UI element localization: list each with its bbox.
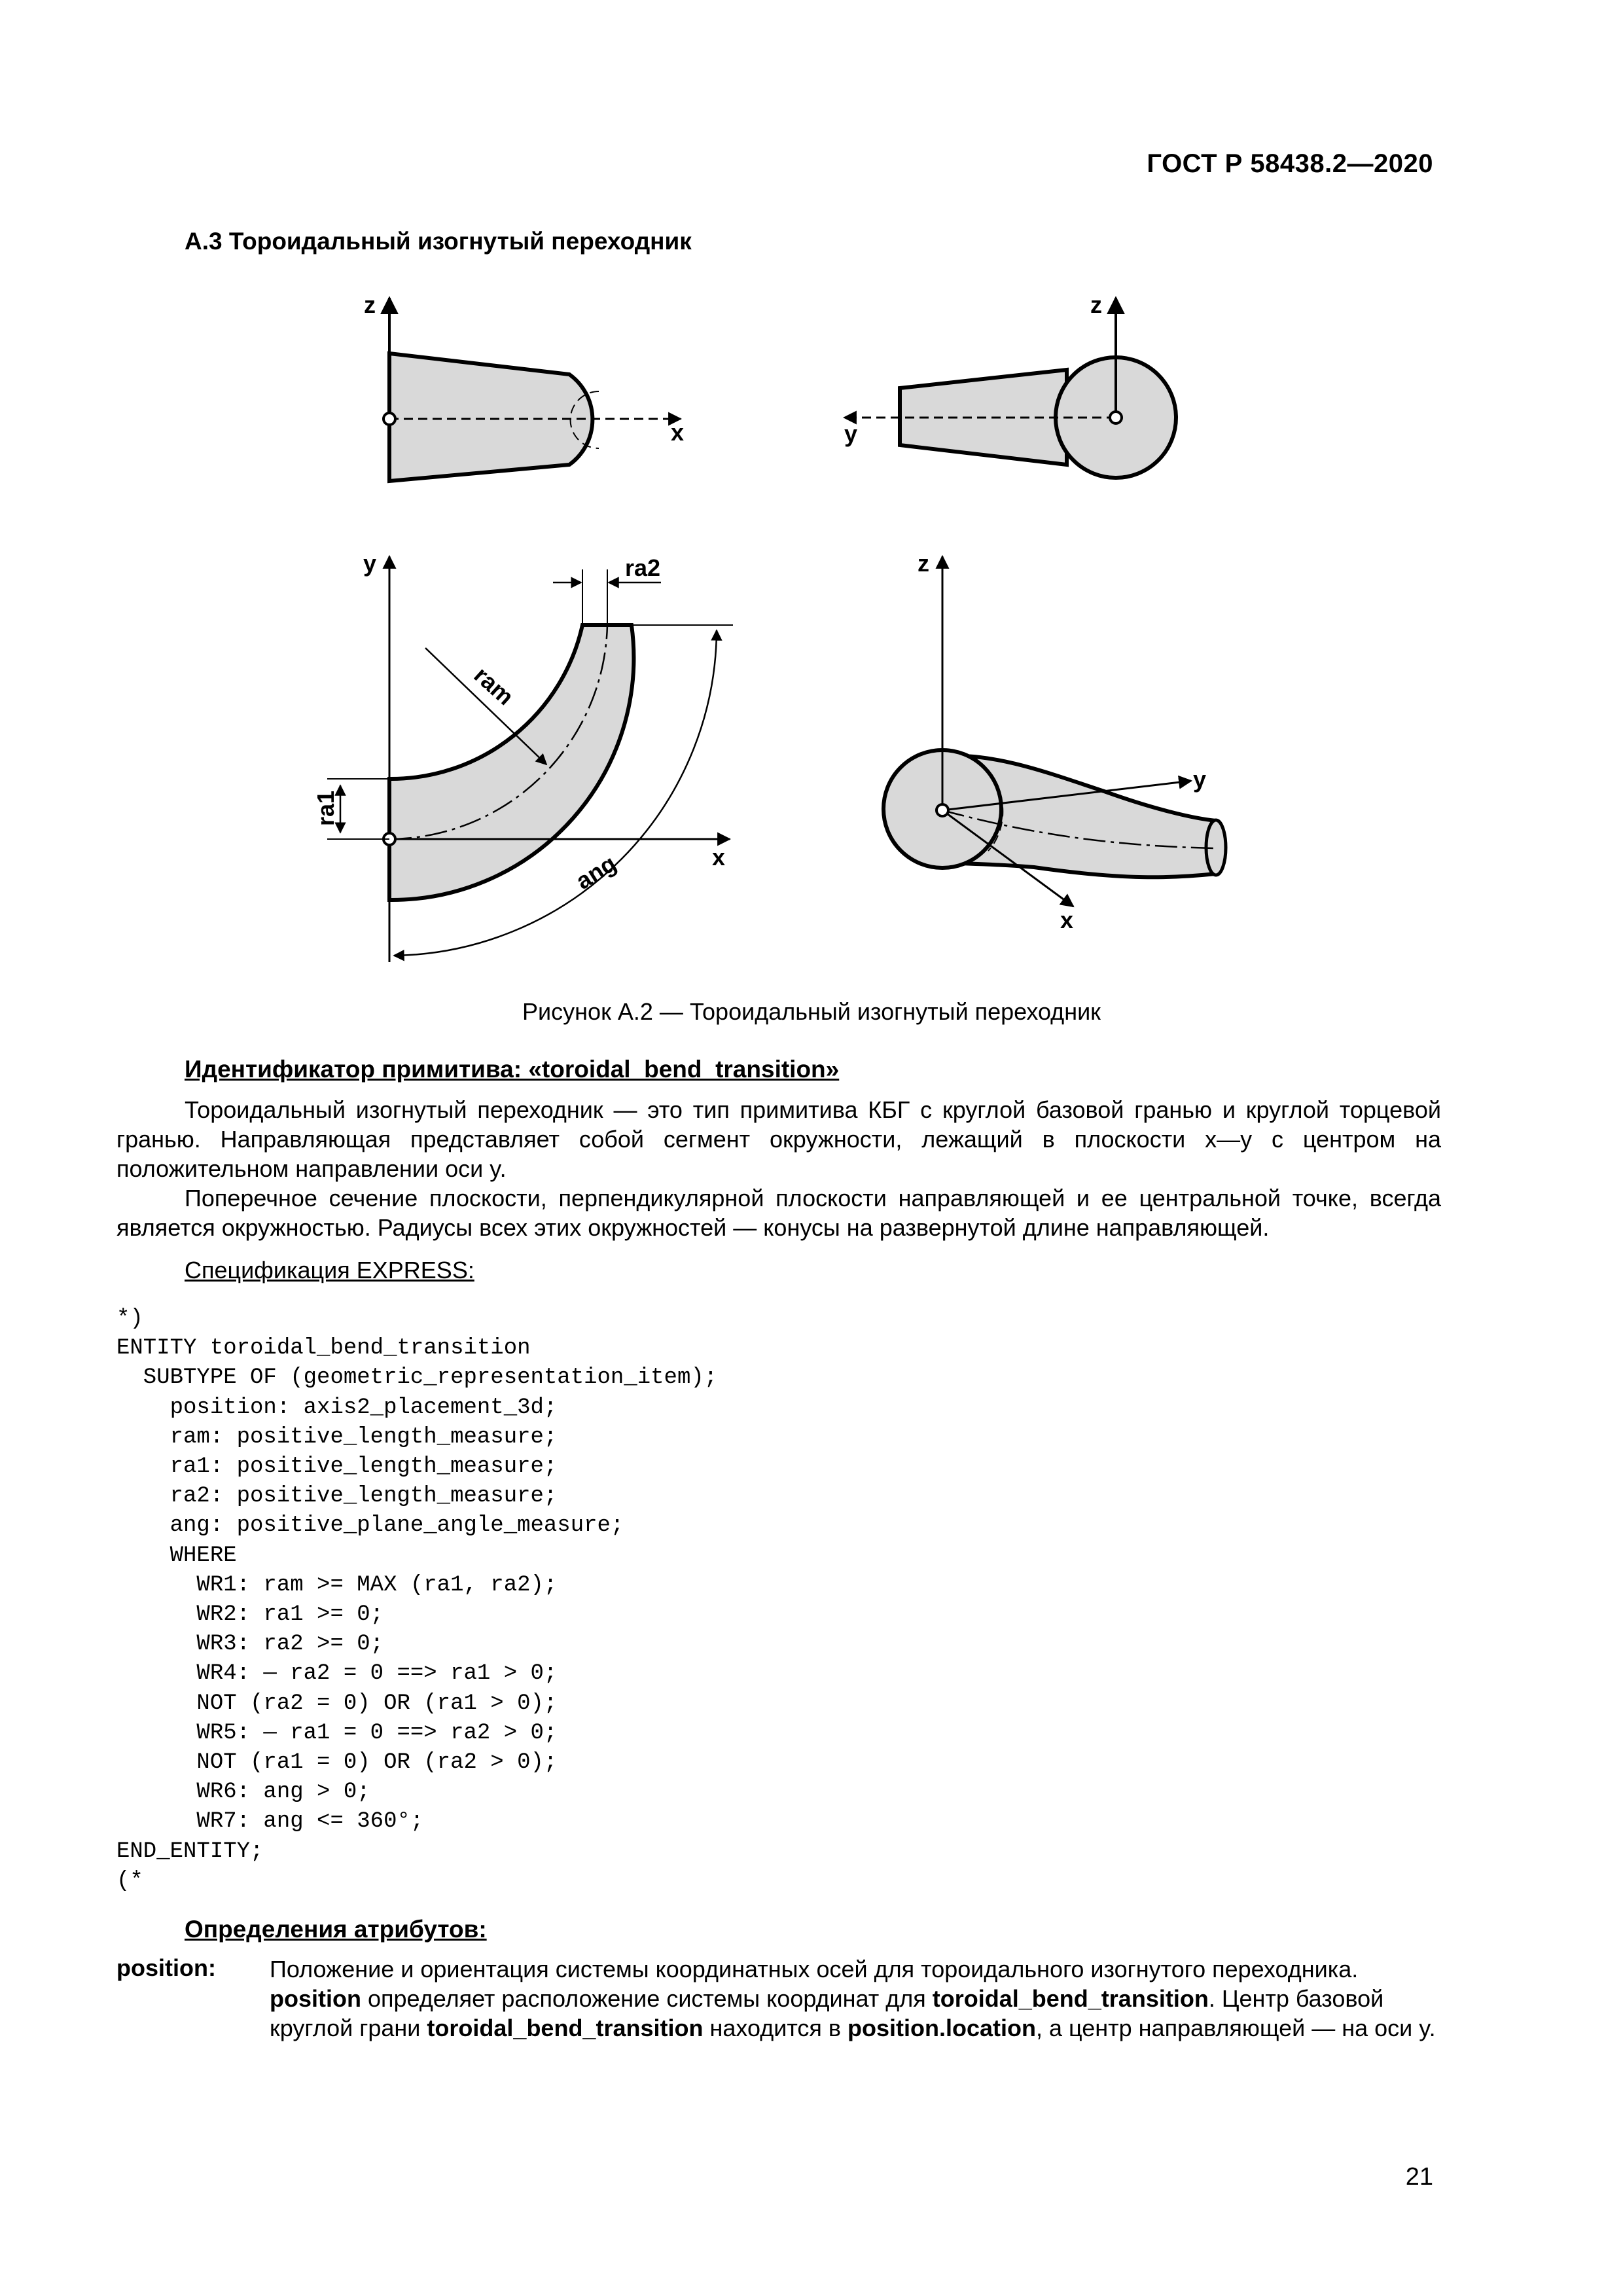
attribute-position-def-line2: position определяет расположение системы координат для toroidal_bend_transition. Центр базовой круглой грани toroidal_bend_transition находится в position.location, а центр направляющей — на оси y.: [270, 1985, 1436, 2041]
express-heading: Спецификация EXPRESS:: [185, 1257, 474, 1283]
front-body: [389, 353, 592, 481]
express-code: *) ENTITY toroidal_bend_transition SUBTYPE OF (geometric_representation_item); position: axis2_placement_3d; ram: positive_length_measure; ra1: positive_length_measure; ra2: positive_length_measure; ang: positive_plane_angle_measure; WHERE WR1: ram >= MAX (ra1, ra2); WR2: ra1 >= 0; WR3: ra2 >= 0; WR4: — ra2 = 0 ==> ra1 > 0; NOT (ra2 = 0) OR (ra1 > 0); WR5: — ra1 = 0 ==> ra2 > 0; NOT (ra1 = 0) OR (ra2 > 0); WR6: ang > 0; WR7: ang <= 360°; END_ENTITY; (*: [116, 1306, 718, 1893]
v3-ra2-label: ra2: [625, 554, 661, 581]
v3-x-label: x: [712, 844, 726, 870]
view-front-xz: [364, 291, 684, 481]
v3-ang-label: ang: [571, 850, 621, 895]
attributes-heading: Определения атрибутов:: [185, 1916, 487, 1943]
v3-ram-label: ram: [469, 661, 520, 711]
view-side-yz: [844, 291, 1176, 478]
attribute-position-definition: [270, 1954, 1441, 2043]
attribute-position-def-line1: Положение и ориентация системы координатных осей для тороидального изогнутого переходника.: [270, 1956, 1359, 1982]
page-number: 21: [1405, 2163, 1433, 2191]
v1-z-label: z: [364, 291, 376, 318]
section-title: А.3 Тороидальный изогнутый переходник: [185, 228, 692, 255]
v4-z-label: z: [918, 550, 929, 577]
view-top-xy: [312, 550, 733, 962]
v2-y-label: y: [844, 420, 858, 447]
v2-z-label: z: [1090, 291, 1102, 318]
paragraph-2: Поперечное сечение плоскости, перпендикулярной плоскости направляющей и ее центральной точке, всегда является окружностью. Радиусы всех этих окружностей — конусы на развернутой длине направляющей.: [116, 1185, 1441, 1241]
paragraph-1: Тороидальный изогнутый переходник — это тип примитива КБГ с круглой базовой гранью и круглой торцевой гранью. Направляющая представляет собой сегмент окружности, лежащий в плоскости x—y с центром на положительном направлении оси y.: [116, 1096, 1441, 1182]
v3-ra1-label: ra1: [312, 790, 339, 826]
figure-a2: [0, 0, 1623, 995]
v4-x-label: x: [1060, 906, 1074, 933]
attribute-position-term: position:: [116, 1954, 216, 1981]
figure-caption: Рисунок А.2 — Тороидальный изогнутый переходник: [522, 998, 1101, 1025]
v3-y-label: y: [363, 550, 377, 577]
v1-x-label: x: [671, 419, 685, 446]
document-header: ГОСТ Р 58438.2—2020: [1147, 149, 1433, 178]
view-isometric: [883, 550, 1226, 933]
identifier-heading: Идентификатор примитива: «toroidal_bend_transition»: [185, 1056, 840, 1083]
v4-y-label: y: [1193, 766, 1207, 793]
